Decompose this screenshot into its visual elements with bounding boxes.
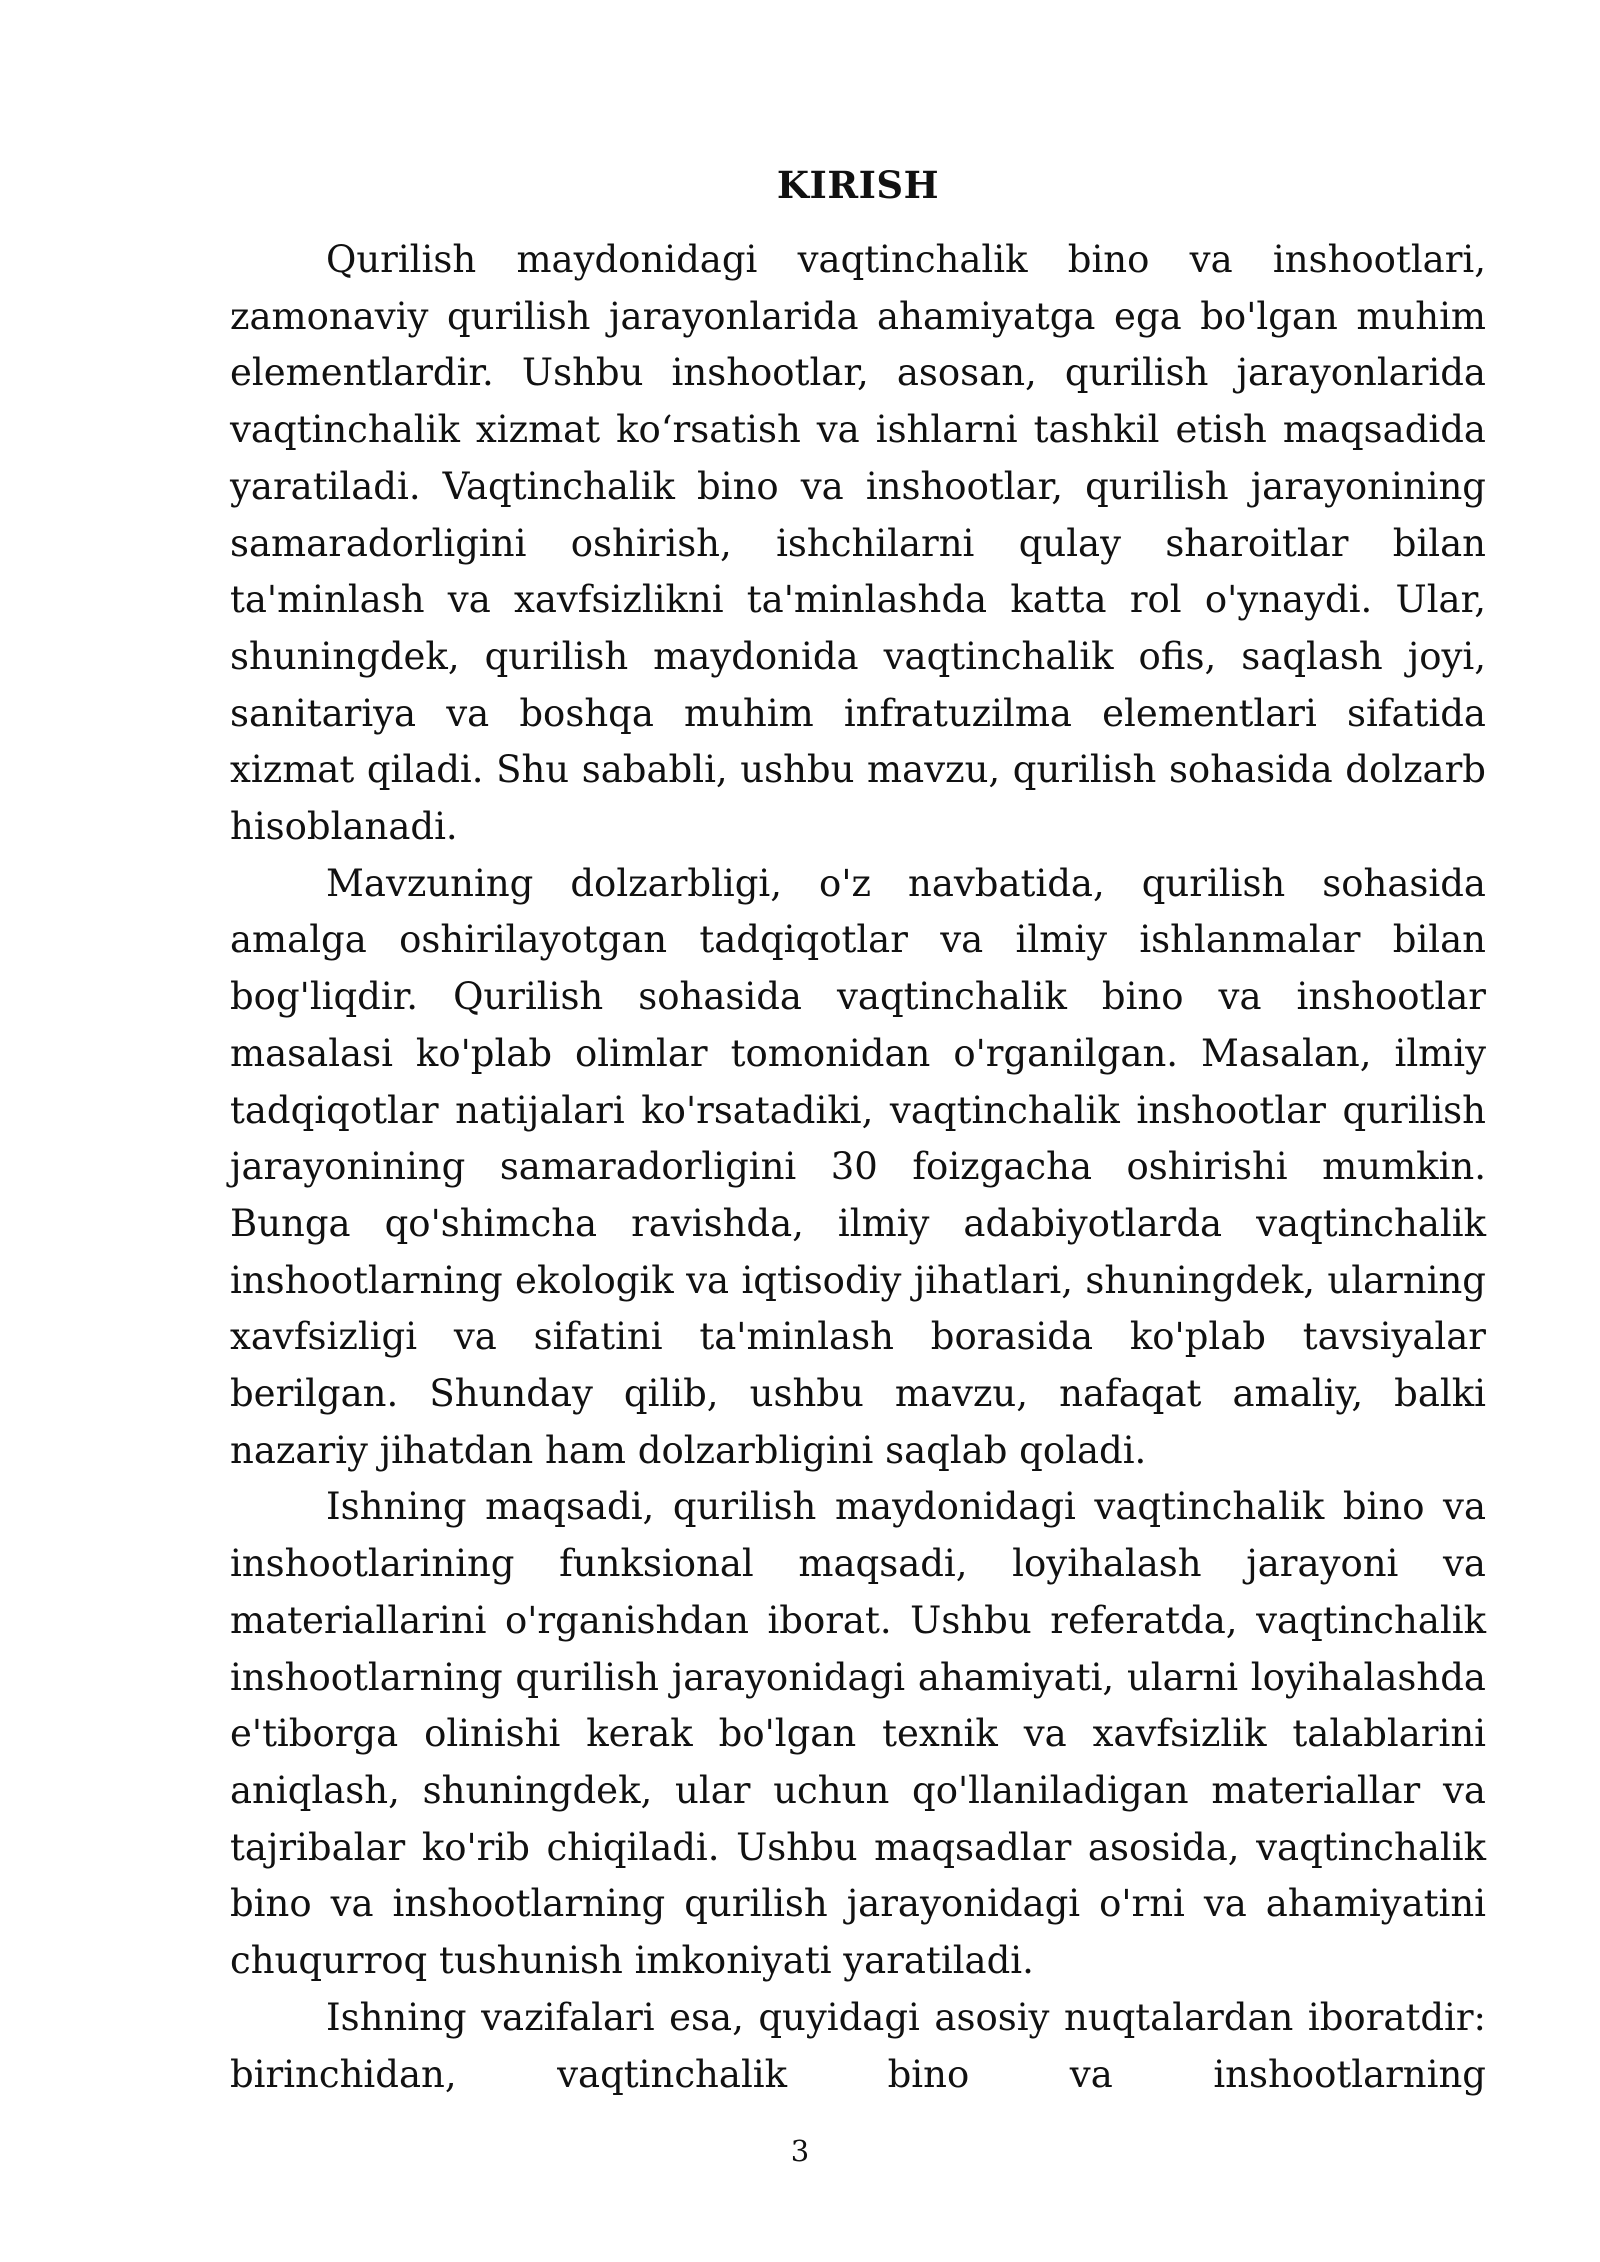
section-title: KIRISH — [776, 163, 940, 207]
paragraph-purpose: Ishning maqsadi, qurilish maydonidagi vaqtinchalik bino va inshootlarining funksional maqsadi, loyihalash jarayoni va materiallarini o'rganishdan iborat. Ushbu referatda, vaqtinchalik inshootlarning qurilish jarayonidagi ahamiyati, ularni loyihalashda e'tiborga olinishi kerak bo'lgan texnik va xavfsizlik talablarini aniqlash, shuningdek, ular uchun qo'llaniladigan materiallar va tajribalar ko'rib chiqiladi. Ushbu maqsadlar asosida, vaqtinchalik bino va inshootlarning qurilish jarayonidagi o'rni va ahamiyatini chuqurroq tushunish imkoniyati yaratiladi. — [230, 1485, 1486, 1983]
page-body — [230, 150, 1486, 2103]
paragraph-tasks: Ishning vazifalari esa, quyidagi asosiy nuqtalardan iboratdir: birinchidan, vaqtinchalik bino va inshootlarning — [230, 1995, 1486, 2096]
page-number: 3 — [790, 2134, 810, 2168]
paragraph-relevance: Mavzuning dolzarbligi, o'z navbatida, qurilish sohasida amalga oshirilayotgan tadqiqotlar va ilmiy ishlanmalar bilan bog'liqdir. Qurilish sohasida vaqtinchalik bino va inshootlar masalasi ko'plab olimlar tomonidan o'rganilgan. Masalan, ilmiy tadqiqotlar natijalari ko'rsatadiki, vaqtinchalik inshootlar qurilish jarayonining samaradorligini 30 foizgacha oshirishi mumkin. Bunga qo'shimcha ravishda, ilmiy adabiyotlarda vaqtinchalik inshootlarning ekologik va iqtisodiy jihatlari, shuningdek, ularning xavfsizligi va sifatini ta'minlash borasida ko'plab tavsiyalar berilgan. Shunday qilib, ushbu mavzu, nafaqat amaliy, balki nazariy jihatdan ham dolzarbligini saqlab qoladi. — [230, 861, 1486, 1472]
paragraph-introduction: Qurilish maydonidagi vaqtinchalik bino va inshootlari, zamonaviy qurilish jarayonlarida ahamiyatga ega bo'lgan muhim elementlardir. Ushbu inshootlar, asosan, qurilish jarayonlarida vaqtinchalik xizmat ko‘rsatish va ishlarni tashkil etish maqsadida yaratiladi. Vaqtinchalik bino va inshootlar, qurilish jarayonining samaradorligini oshirish, ishchilarni qulay sharoitlar bilan ta'minlash va xavfsizlikni ta'minlashda katta rol o'ynaydi. Ular, shuningdek, qurilish maydonida vaqtinchalik ofis, saqlash joyi, sanitariya va boshqa muhim infratuzilma elementlari sifatida xizmat qiladi. Shu sababli, ushbu mavzu, qurilish sohasida dolzarb hisoblanadi. — [230, 238, 1486, 849]
